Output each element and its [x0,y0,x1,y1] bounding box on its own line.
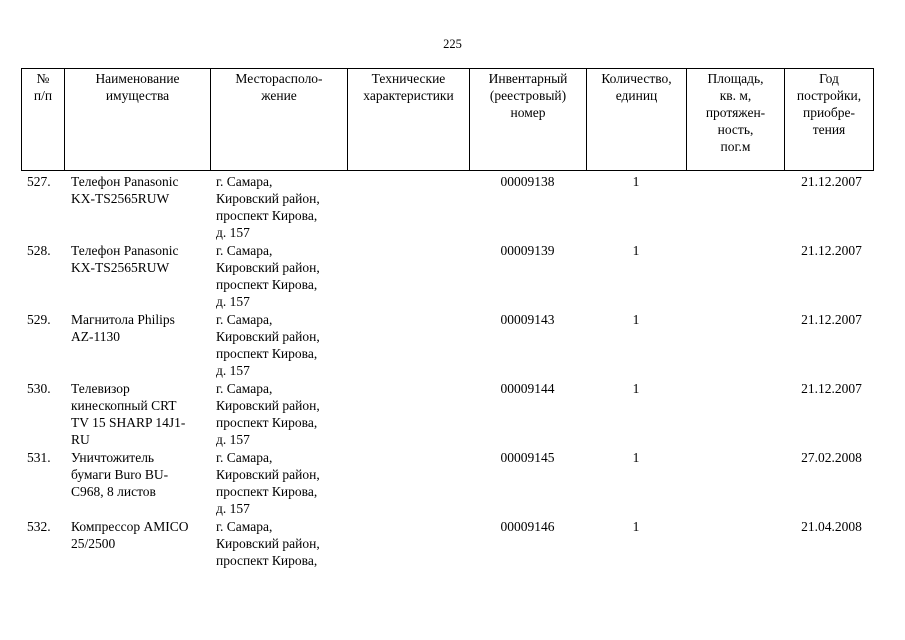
row-tech [347,379,469,448]
row-area [686,379,784,448]
row-location: г. Самара, Кировский район, проспект Кирова, [216,519,320,568]
row-num: 530. [27,381,51,396]
table-row [21,241,873,310]
header-name: Наименование имущества [65,69,211,171]
row-location: г. Самара, Кировский район, проспект Кирова, д. 157 [216,243,320,309]
header-year: Год постройки, приобре- тения [785,69,874,171]
row-name: Телефон Panasonic KX-TS2565RUW [71,243,179,275]
header-tech: Технические характеристики [348,69,470,171]
row-num: 531. [27,450,51,465]
row-inventory: 00009146 [500,519,555,534]
table-row [21,517,873,578]
row-year: 27.02.2008 [801,450,862,465]
table-header [21,68,874,171]
row-qty: 1 [632,519,640,534]
row-area [686,448,784,517]
table-row [21,379,873,448]
row-num: 527. [27,174,51,189]
header-area: Площадь, кв. м, протяжен- ность, пог.м [687,69,785,171]
row-name: Магнитола Philips AZ-1130 [71,312,175,344]
table-row [21,172,873,241]
row-inventory: 00009143 [500,312,555,327]
row-year: 21.12.2007 [801,243,862,258]
row-inventory: 00009145 [500,450,555,465]
row-name: Телефон Panasonic KX-TS2565RUW [71,174,179,206]
row-area [686,241,784,310]
row-qty: 1 [632,450,640,465]
row-num: 528. [27,243,51,258]
header-inventory: Инвентарный (реестровый) номер [470,69,587,171]
row-qty: 1 [632,381,640,396]
header-qty: Количество, единиц [587,69,687,171]
header-num: № п/п [22,69,65,171]
row-inventory: 00009139 [500,243,555,258]
row-year: 21.04.2008 [801,519,862,534]
row-area [686,172,784,241]
row-location: г. Самара, Кировский район, проспект Кирова, д. 157 [216,450,320,516]
row-location: г. Самара, Кировский район, проспект Кирова, д. 157 [216,312,320,378]
row-tech [347,448,469,517]
row-year: 21.12.2007 [801,381,862,396]
row-area [686,517,784,578]
table-row [21,448,873,517]
row-qty: 1 [632,312,640,327]
row-inventory: 00009144 [500,381,555,396]
row-tech [347,310,469,379]
row-name: Уничтожитель бумаги Buro BU- C968, 8 листов [71,450,169,499]
table-row [21,310,873,379]
row-tech [347,241,469,310]
row-tech [347,517,469,578]
row-name: Телевизор кинескопный CRT TV 15 SHARP 14J1- RU [71,381,186,447]
row-qty: 1 [632,243,640,258]
row-year: 21.12.2007 [801,174,862,189]
header-location: Месторасполо- жение [211,69,348,171]
page-number: 225 [443,37,462,51]
row-tech [347,172,469,241]
row-num: 529. [27,312,51,327]
row-inventory: 00009138 [500,174,555,189]
row-area [686,310,784,379]
row-location: г. Самара, Кировский район, проспект Кирова, д. 157 [216,381,320,447]
row-year: 21.12.2007 [801,312,862,327]
row-name: Компрессор AMICO 25/2500 [71,519,189,551]
row-location: г. Самара, Кировский район, проспект Кирова, д. 157 [216,174,320,240]
table-body [21,172,873,578]
row-num: 532. [27,519,51,534]
row-qty: 1 [632,174,640,189]
